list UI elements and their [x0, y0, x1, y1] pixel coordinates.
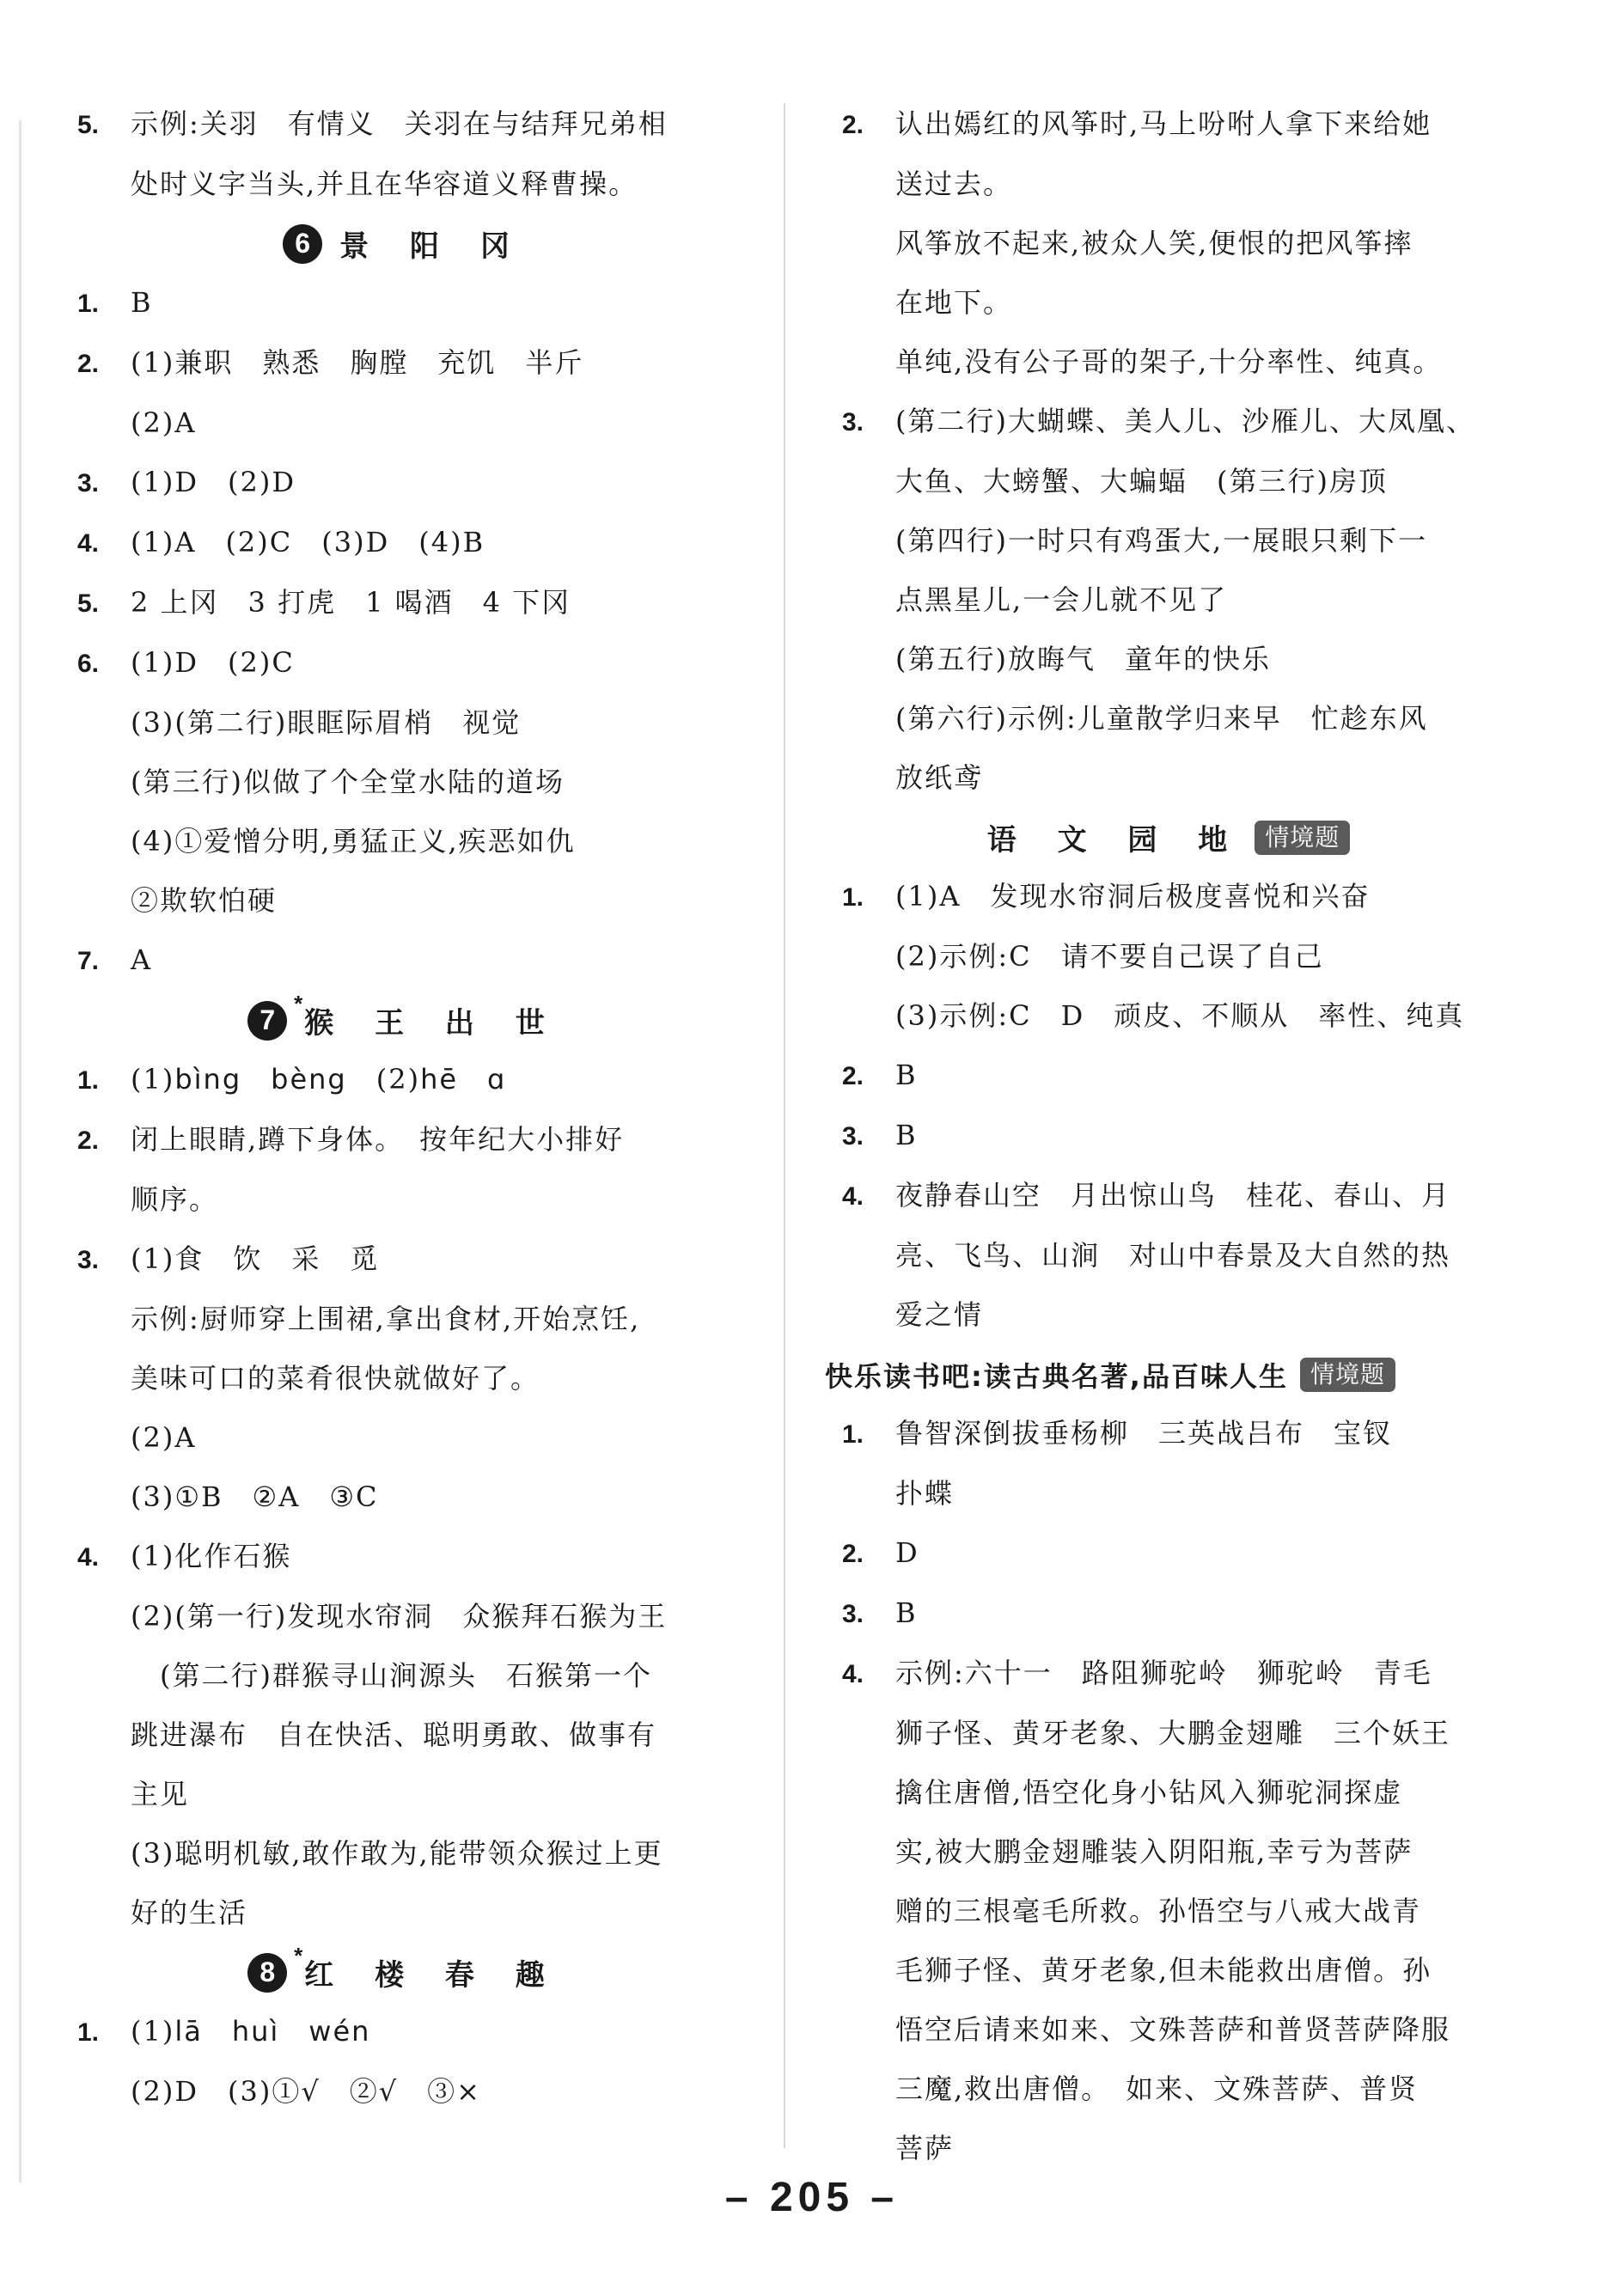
- answer-line: (第二行)群猴寻山涧源头 石猴第一个: [131, 1659, 652, 1692]
- answer-line: 风筝放不起来,被众人笑,便恨的把风筝摔: [895, 227, 1413, 259]
- answer-item: 2. 认出嫣红的风筝时,马上吩咐人拿下来给她: [842, 107, 1432, 140]
- answer-item: 1. (1)bìng bèng (2)hē ɑ: [77, 1063, 507, 1096]
- answer-line: (第三行)似做了个全堂水陆的道场: [131, 766, 565, 798]
- answer-item: 3. B: [842, 1596, 918, 1629]
- answer-line: (2)示例:C 请不要自己误了自己: [895, 940, 1324, 973]
- yuwen-garden-heading: [842, 808, 1495, 867]
- answer-item: 3. (第二行)大蝴蝶、美人儿、沙雁儿、大凤凰、: [842, 405, 1475, 437]
- answer-line: 在地下。: [895, 286, 1013, 319]
- lesson-6-heading: [77, 214, 730, 273]
- scenario-tag: 情境题: [1255, 821, 1350, 855]
- answer-line: 大鱼、大螃蟹、大蝙蝠 (第三行)房顶: [895, 465, 1388, 497]
- answer-line: 三魔,救出唐僧。 如来、文殊菩萨、普贤: [895, 2072, 1419, 2105]
- answer-item: 2. B: [842, 1059, 918, 1091]
- answer-item: 7. A: [77, 943, 153, 976]
- answer-line: 扑蝶: [895, 1477, 955, 1510]
- answer-item: 5. 2 上冈 3 打虎 1 喝酒 4 下冈: [77, 586, 571, 619]
- answer-line: (第六行)示例:儿童散学归来早 忙趁东风: [895, 702, 1428, 735]
- answer-line: 放纸鸢: [895, 761, 984, 794]
- section-title: 语 文 园 地: [986, 823, 1243, 858]
- answer-line: (2)A: [131, 406, 197, 439]
- answer-item: 3. B: [842, 1119, 918, 1151]
- answer-line: 亮、飞鸟、山涧 对山中春景及大自然的热: [895, 1239, 1451, 1272]
- answer-item: 2. D: [842, 1536, 919, 1569]
- answer-item: 4. 示例:六十一 路阻狮驼岭 狮驼岭 青毛: [842, 1657, 1432, 1689]
- answer-line: ②欺软怕硬: [131, 884, 278, 917]
- pinyin: bìng bèng: [174, 1063, 347, 1096]
- answer-line: (4)①爱憎分明,勇猛正义,疾恶如仇: [131, 825, 576, 858]
- scenario-tag: 情境题: [1300, 1358, 1395, 1392]
- answer-line: 处时义字当头,并且在华容道义释曹操。: [131, 168, 638, 200]
- answer-line: (3)示例:C D 顽皮、不顺从 率性、纯真: [895, 999, 1465, 1032]
- answer-item: 3. (1)食 饮 采 觅: [77, 1242, 380, 1275]
- answer-line: (2)A: [131, 1421, 197, 1454]
- pinyin: lā huì wén: [174, 2015, 371, 2048]
- answer-item: 4. (1)A (2)C (3)D (4)B: [77, 526, 485, 559]
- lesson-7-heading: [77, 991, 730, 1050]
- answer-item: 2. 闭上眼睛,蹲下身体。 按年纪大小排好: [77, 1123, 625, 1156]
- answer-line: 实,被大鹏金翅雕装入阴阳瓶,幸亏为菩萨: [895, 1835, 1413, 1868]
- left-column: [77, 95, 730, 2121]
- answer-line: (2)(第一行)发现水帘洞 众猴拜石猴为王: [131, 1600, 668, 1633]
- lesson-number-badge: 8 *: [247, 1953, 287, 1993]
- answer-line: 送过去。: [895, 168, 1013, 200]
- answer-item: 3. (1)D (2)D: [77, 466, 296, 498]
- answer-item: 1. (1)A 发现水帘洞后极度喜悦和兴奋: [842, 880, 1371, 913]
- answer-line: 擒住唐僧,悟空化身小钻风入狮驼洞探虚: [895, 1776, 1403, 1809]
- answer-item: 4. 夜静春山空 月出惊山鸟 桂花、春山、月: [842, 1179, 1451, 1212]
- answer-line: (3)①B ②A ③C: [131, 1480, 379, 1513]
- answer-line: 赠的三根毫毛所救。孙悟空与八戒大战青: [895, 1895, 1422, 1927]
- lesson-title: 红 楼 春 趣: [304, 1958, 560, 1993]
- star-mark: *: [294, 990, 303, 1016]
- answer-line: 好的生活: [131, 1896, 248, 1929]
- column-divider: [784, 103, 785, 2148]
- answer-line: 爱之情: [895, 1298, 984, 1331]
- lesson-title: 猴 王 出 世: [304, 1006, 560, 1041]
- answer-item: 6. (1)D (2)C: [77, 646, 295, 679]
- star-mark: *: [294, 1942, 303, 1969]
- answer-item: 4. (1)化作石猴: [77, 1540, 292, 1572]
- answer-line: 美味可口的菜肴很快就做好了。: [131, 1362, 540, 1395]
- lesson-number-badge: 7 *: [247, 1001, 287, 1041]
- answer-item: 2. (1)兼职 熟悉 胸膛 充饥 半斤: [77, 346, 584, 379]
- answer-item: 1. B: [77, 286, 153, 319]
- pinyin: hē ɑ: [420, 1063, 507, 1096]
- answer-line: 点黑星儿,一会儿就不见了: [895, 583, 1228, 616]
- section-title: 快乐读书吧:读古典名著,品百味人生: [825, 1359, 1288, 1393]
- answer-line: 顺序。: [131, 1183, 219, 1216]
- binding-edge: [19, 120, 21, 2182]
- answer-line: 菩萨: [895, 2132, 955, 2164]
- lesson-8-heading: [77, 1943, 730, 2002]
- answer-line: 单纯,没有公子哥的架子,十分率性、纯真。: [895, 345, 1443, 378]
- happy-reading-heading: [825, 1345, 1495, 1404]
- answer-line: 跳进瀑布 自在快活、聪明勇敢、做事有: [131, 1718, 657, 1751]
- answer-line: 毛狮子怪、黄牙老象,但未能救出唐僧。孙: [895, 1954, 1432, 1987]
- page-number: – 205 –: [724, 2175, 900, 2220]
- answer-item: 1. 鲁智深倒拔垂杨柳 三英战吕布 宝钗: [842, 1417, 1393, 1450]
- answer-item: 1. (1)lā huì wén: [77, 2015, 371, 2048]
- answer-item: 5. 示例:关羽 有情义 关羽在与结拜兄弟相: [77, 107, 668, 140]
- answer-line: 示例:厨师穿上围裙,拿出食材,开始烹饪,: [131, 1303, 641, 1335]
- lesson-title: 景 阳 冈: [339, 229, 525, 264]
- answer-line: 狮子怪、黄牙老象、大鹏金翅雕 三个妖王: [895, 1717, 1451, 1749]
- right-column: [825, 95, 1495, 2178]
- answer-line: (2)D (3)①√ ②√ ③×: [131, 2075, 481, 2108]
- answer-line: 主见: [131, 1778, 190, 1810]
- lesson-number-badge: 6: [283, 224, 322, 264]
- answer-line: 悟空后请来如来、文殊菩萨和普贤菩萨降服: [895, 2013, 1451, 2046]
- answer-line: (3)聪明机敏,敢作敢为,能带领众猴过上更: [131, 1837, 663, 1870]
- answer-line: (3)(第二行)眼眶际眉梢 视觉: [131, 706, 522, 739]
- answer-line: (第五行)放晦气 童年的快乐: [895, 643, 1271, 675]
- answer-line: (第四行)一时只有鸡蛋大,一展眼只剩下一: [895, 524, 1428, 557]
